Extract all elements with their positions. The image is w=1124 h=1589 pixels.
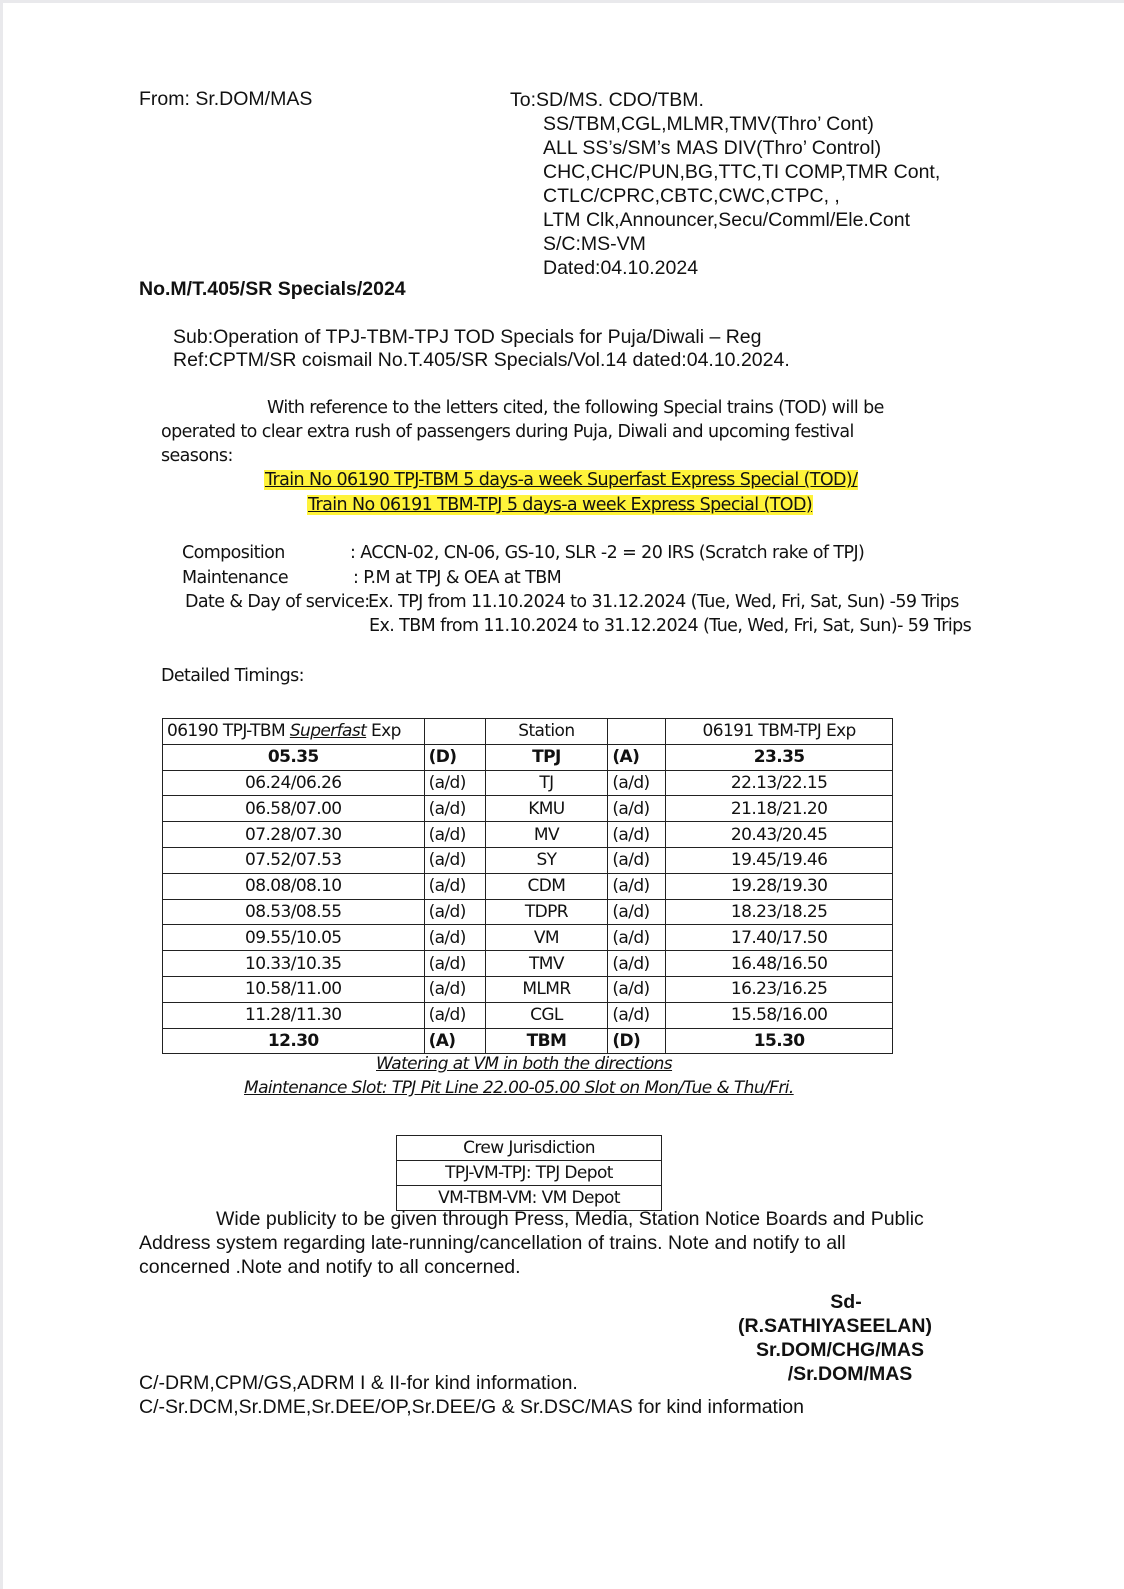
up-arr-dep: (a/d) xyxy=(424,847,485,873)
up-time: 11.28/11.30 xyxy=(163,1002,425,1028)
up-time: 07.28/07.30 xyxy=(163,822,425,848)
up-arr-dep: (a/d) xyxy=(424,925,485,951)
up-time: 10.58/11.00 xyxy=(163,976,425,1002)
to-line: LTM Clk,Announcer,Secu/Comml/Ele.Cont xyxy=(543,209,911,231)
header-up-emphasis: Superfast xyxy=(289,721,367,742)
down-arr-dep: (a/d) xyxy=(608,951,666,977)
service-label: Date & Day of service: xyxy=(185,592,370,612)
station-code: KMU xyxy=(485,796,608,822)
down-arr-dep: (a/d) xyxy=(608,770,666,796)
station-code: MLMR xyxy=(485,976,608,1002)
up-arr-dep: (a/d) xyxy=(424,796,485,822)
table-row xyxy=(163,847,893,873)
dated-line: Dated:04.10.2024 xyxy=(543,257,699,279)
down-arr-dep: (a/d) xyxy=(608,976,666,1002)
table-row xyxy=(163,925,893,951)
up-arr-dep: (a/d) xyxy=(424,873,485,899)
station-code: CGL xyxy=(485,1002,608,1028)
to-line: S/C:MS-VM xyxy=(543,233,646,255)
copy-to-line: C/-Sr.DCM,Sr.DME,Sr.DEE/OP,Sr.DEE/G & Sr.DSC/MAS for kind information xyxy=(139,1396,804,1418)
timing-table xyxy=(162,718,893,1054)
service-value: Ex. TBM from 11.10.2024 to 31.12.2024 (Tue, Wed, Fri, Sat, Sun)- 59 Trips xyxy=(369,616,972,636)
header-down-train: 06191 TBM-TPJ Exp xyxy=(666,719,893,745)
down-time: 19.28/19.30 xyxy=(666,873,893,899)
signatory-designation: Sr.DOM/CHG/MAS xyxy=(756,1339,924,1361)
train-title-highlight xyxy=(307,495,813,515)
subject-line: Sub:Operation of TPJ-TBM-TPJ TOD Specials for Puja/Diwali – Reg xyxy=(173,326,762,348)
table-row xyxy=(163,822,893,848)
up-time: 09.55/10.05 xyxy=(163,925,425,951)
reference-line: Ref:CPTM/SR coismail No.T.405/SR Specials/Vol.14 dated:04.10.2024. xyxy=(173,349,790,371)
from-line: From: Sr.DOM/MAS xyxy=(139,88,313,110)
down-arr-dep: (A) xyxy=(608,744,666,770)
signatory-designation: /Sr.DOM/MAS xyxy=(787,1363,913,1385)
up-time: 07.52/07.53 xyxy=(163,847,425,873)
intro-text: seasons: xyxy=(161,446,233,466)
station-code: MV xyxy=(485,822,608,848)
station-code: SY xyxy=(485,847,608,873)
maintenance-value: : P.M at TPJ & OEA at TBM xyxy=(353,568,562,588)
intro-text: With reference to the letters cited, the following Special trains (TOD) will be xyxy=(267,398,884,418)
station-code: TDPR xyxy=(485,899,608,925)
header-up-train xyxy=(163,719,425,745)
up-arr-dep: (A) xyxy=(424,1028,485,1054)
up-arr-dep: (a/d) xyxy=(424,899,485,925)
to-line: CTLC/CPRC,CBTC,CWC,CTPC, , xyxy=(543,185,840,207)
table-row xyxy=(163,1002,893,1028)
up-time: 08.08/08.10 xyxy=(163,873,425,899)
down-time: 23.35 xyxy=(666,744,893,770)
table-row xyxy=(163,744,893,770)
header-up-text: 06190 TPJ-TBM xyxy=(167,721,290,742)
to-block xyxy=(510,88,940,280)
copy-to-line: C/-DRM,CPM/GS,ADRM I & II-for kind information. xyxy=(139,1372,578,1394)
station-code: VM xyxy=(485,925,608,951)
composition-value: : ACCN-02, CN-06, GS-10, SLR -2 = 20 IRS (Scratch rake of TPJ) xyxy=(350,543,865,563)
composition-label: Composition xyxy=(182,543,285,563)
crew-row: VM-TBM-VM: VM Depot xyxy=(397,1186,662,1211)
station-code: TMV xyxy=(485,951,608,977)
to-line: SS/TBM,CGL,MLMR,TMV(Thro’ Cont) xyxy=(543,113,874,135)
up-arr-dep: (a/d) xyxy=(424,951,485,977)
to-line: To:SD/MS. CDO/TBM. xyxy=(510,89,704,111)
down-arr-dep: (a/d) xyxy=(608,822,666,848)
publicity-text: Address system regarding late-running/cancellation of trains. Note and notify to all xyxy=(139,1232,846,1254)
train-title-highlight xyxy=(264,470,858,490)
signatory-name: (R.SATHIYASEELAN) xyxy=(738,1315,932,1337)
up-arr-dep: (a/d) xyxy=(424,822,485,848)
signature-sd: Sd- xyxy=(830,1291,862,1313)
up-time: 06.24/06.26 xyxy=(163,770,425,796)
to-line: ALL SS’s/SM’s MAS DIV(Thro’ Control) xyxy=(543,137,882,159)
down-arr-dep: (a/d) xyxy=(608,1002,666,1028)
watering-note: Watering at VM in both the directions xyxy=(376,1054,673,1074)
header-blank xyxy=(424,719,485,745)
up-time: 12.30 xyxy=(163,1028,425,1054)
up-time: 06.58/07.00 xyxy=(163,796,425,822)
up-arr-dep: (a/d) xyxy=(424,1002,485,1028)
down-arr-dep: (D) xyxy=(608,1028,666,1054)
reference-number: No.M/T.405/SR Specials/2024 xyxy=(139,278,406,300)
down-time: 17.40/17.50 xyxy=(666,925,893,951)
down-arr-dep: (a/d) xyxy=(608,796,666,822)
header-blank xyxy=(608,719,666,745)
crew-header: Crew Jurisdiction xyxy=(397,1136,662,1161)
service-value: Ex. TPJ from 11.10.2024 to 31.12.2024 (Tue, Wed, Fri, Sat, Sun) -59 Trips xyxy=(368,592,959,612)
publicity-text: Wide publicity to be given through Press, Media, Station Notice Boards and Public xyxy=(216,1208,924,1230)
station-code: TPJ xyxy=(485,744,608,770)
down-time: 18.23/18.25 xyxy=(666,899,893,925)
signature-block xyxy=(720,1290,950,1386)
up-arr-dep: (a/d) xyxy=(424,770,485,796)
down-time: 15.58/16.00 xyxy=(666,1002,893,1028)
table-header-row xyxy=(163,719,893,745)
station-code: CDM xyxy=(485,873,608,899)
table-row xyxy=(163,976,893,1002)
header-up-suffix: Exp xyxy=(366,721,401,742)
down-time: 19.45/19.46 xyxy=(666,847,893,873)
down-time: 15.30 xyxy=(666,1028,893,1054)
maintenance-label: Maintenance xyxy=(182,568,289,588)
station-code: TJ xyxy=(485,770,608,796)
down-arr-dep: (a/d) xyxy=(608,925,666,951)
table-row xyxy=(163,1028,893,1054)
down-time: 21.18/21.20 xyxy=(666,796,893,822)
table-row xyxy=(163,951,893,977)
up-arr-dep: (a/d) xyxy=(424,976,485,1002)
up-time: 05.35 xyxy=(163,744,425,770)
table-row xyxy=(163,770,893,796)
header-station: Station xyxy=(485,719,608,745)
down-arr-dep: (a/d) xyxy=(608,847,666,873)
crew-table xyxy=(396,1135,662,1211)
up-arr-dep: (D) xyxy=(424,744,485,770)
to-line: CHC,CHC/PUN,BG,TTC,TI COMP,TMR Cont, xyxy=(543,161,941,183)
up-time: 10.33/10.35 xyxy=(163,951,425,977)
train-title-up: Train No 06190 TPJ-TBM 5 days-a week Superfast Express Special (TOD)/ xyxy=(265,470,858,490)
table-row xyxy=(163,899,893,925)
down-time: 16.23/16.25 xyxy=(666,976,893,1002)
station-code: TBM xyxy=(485,1028,608,1054)
down-time: 22.13/22.15 xyxy=(666,770,893,796)
table-row xyxy=(163,873,893,899)
down-arr-dep: (a/d) xyxy=(608,873,666,899)
table-row xyxy=(163,796,893,822)
down-arr-dep: (a/d) xyxy=(608,899,666,925)
up-time: 08.53/08.55 xyxy=(163,899,425,925)
intro-text: operated to clear extra rush of passengers during Puja, Diwali and upcoming festival xyxy=(161,422,854,442)
down-time: 20.43/20.45 xyxy=(666,822,893,848)
detailed-timings-label: Detailed Timings: xyxy=(161,666,304,686)
publicity-text: concerned .Note and notify to all concerned. xyxy=(139,1256,521,1278)
maintenance-slot-note: Maintenance Slot: TPJ Pit Line 22.00-05.00 Slot on Mon/Tue & Thu/Fri. xyxy=(244,1078,794,1098)
train-title-down: Train No 06191 TBM-TPJ 5 days-a week Express Special (TOD) xyxy=(308,495,813,515)
down-time: 16.48/16.50 xyxy=(666,951,893,977)
crew-row: TPJ-VM-TPJ: TPJ Depot xyxy=(397,1161,662,1186)
